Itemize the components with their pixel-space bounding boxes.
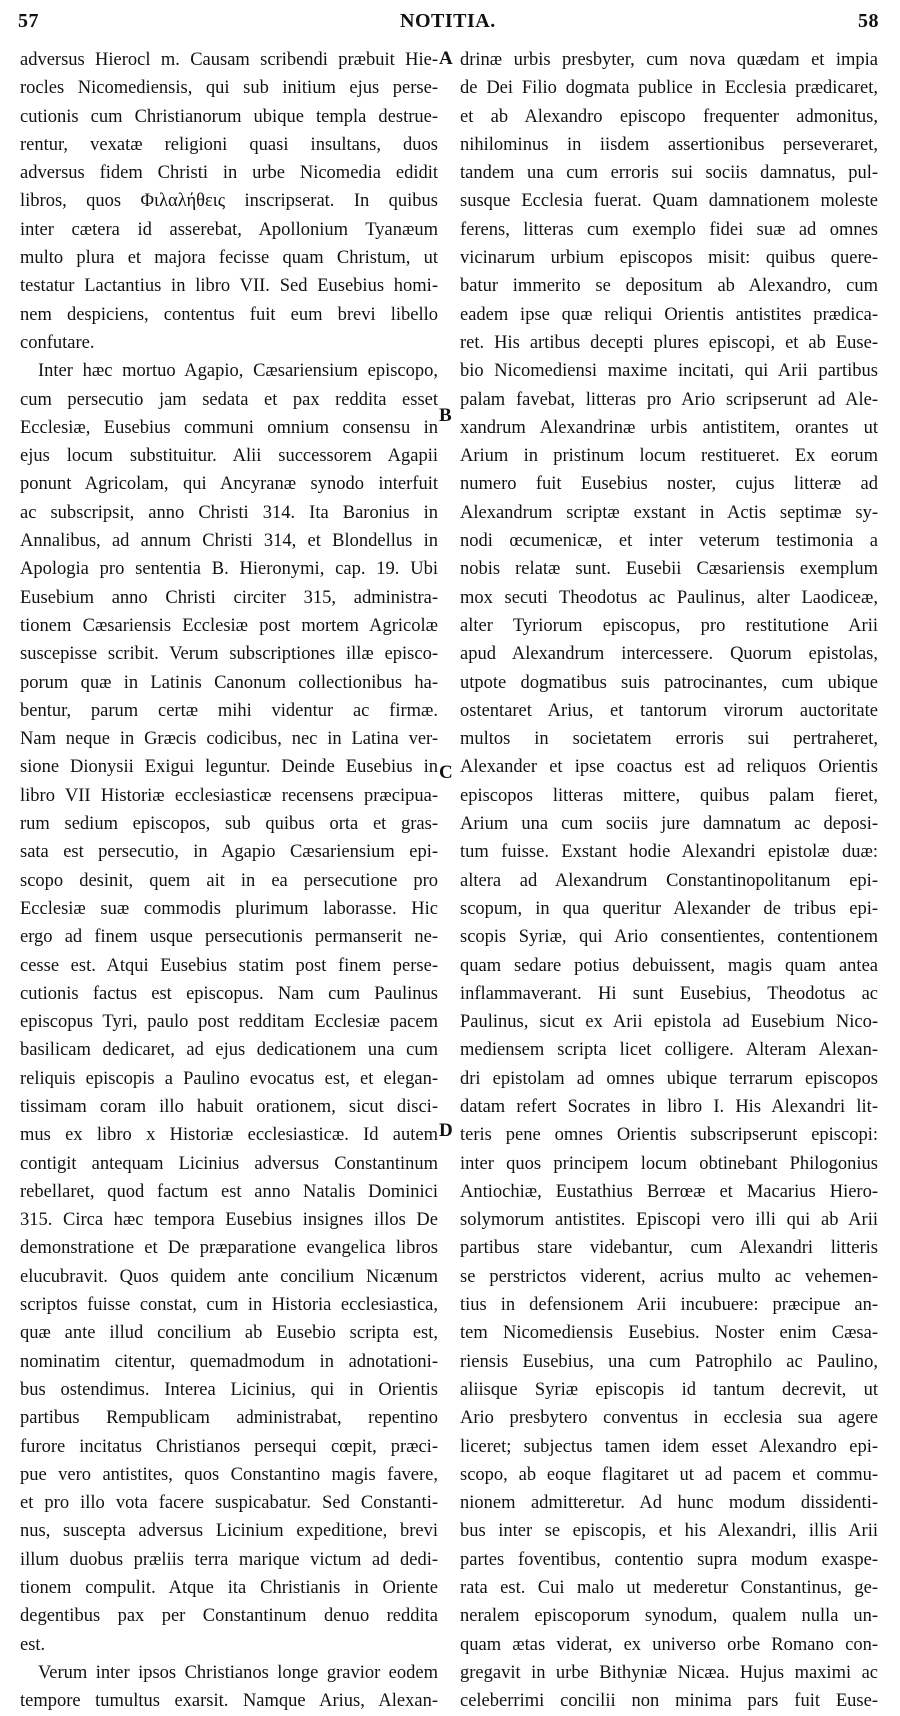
text-line: rata est. Cui malo ut mederetur Constantinus, ge- (460, 1578, 878, 1599)
text-line: episcopus Tyri, paulo post redditam Ecclesiæ pacem (20, 1012, 438, 1033)
text-line: episcopos litteras mittere, quibus palam fieret, (460, 785, 878, 806)
text-line: nus, suscepta adversus Licinium expeditione, brevi (20, 1521, 438, 1542)
text-line: xandrum Alexandrinæ urbis antistitem, orantes ut (460, 417, 878, 438)
text-line: quæ ante illud concilium ab Eusebio scripta est, (20, 1323, 438, 1344)
text-line: adversus fidem Christi in urbe Nicomedia edidit (20, 163, 438, 184)
text-line: eadem ipse quæ reliqui Orientis antistites prædica- (460, 304, 878, 325)
text-line: Arium in pristinum locum restitueret. Ex eorum (460, 446, 878, 467)
left-text-column (20, 46, 438, 1716)
text-line: teris pene omnes Orientis subscripserunt episcopi: (460, 1125, 878, 1146)
text-line: mus ex libro x Historiæ ecclesiasticæ. Id autem (20, 1125, 438, 1146)
text-line: cutionis factus est episcopus. Nam cum Paulinus (20, 983, 438, 1004)
text-line: tissimam coram illo habuit orationem, sicut disci- (20, 1096, 438, 1117)
text-line: Alexander et ipse coactus est ad reliquos Orientis (460, 757, 878, 778)
text-line: Ecclesiæ, Eusebius communi omnium consensu in (20, 417, 438, 438)
text-line: liceret; subjectus tamen idem esset Alexandro epi- (460, 1436, 878, 1457)
text-line: rocles Nicomediensis, qui sub initium ejus perse- (20, 78, 438, 99)
text-line: bus inter se episcopis, et his Alexandri, illis Arii (460, 1521, 878, 1542)
text-line: ret. His artibus decepti plures episcopi, et ab Euse- (460, 332, 878, 353)
page-number-left: 57 (18, 10, 39, 32)
margin-letter-c: C (439, 762, 453, 783)
text-line: nobis relatæ sunt. Eusebii Cæsariensis exemplum (460, 559, 878, 580)
text-line: inter cætera id asserebat, Apollonium Tyanæum (20, 219, 438, 240)
text-line: nihilominus in iisdem assertionibus perseveraret, (460, 134, 878, 155)
text-line: libro VII Historiæ ecclesiasticæ recensens præcipua- (20, 785, 438, 806)
text-line: tandem una cum erroris sui sociis damnatus, pul- (460, 163, 878, 184)
margin-letter-d: D (439, 1120, 453, 1141)
text-line: Paulinus, sicut ex Arii epistola ad Eusebium Nico- (460, 1012, 878, 1033)
text-line: et ab Alexandro episcopo frequenter admonitus, (460, 106, 878, 127)
text-line: demonstratione et De præparatione evangelica libros (20, 1238, 438, 1259)
text-line: scopo desinit, quem ait in ea persecutione pro (20, 870, 438, 891)
text-line: tionem compulit. Atque ita Christianis in Oriente (20, 1578, 438, 1599)
text-line: furore incitatus Christianos persequi cœpit, præci- (20, 1436, 438, 1457)
text-line: partes foventibus, contentio supra modum exaspe- (460, 1549, 878, 1570)
text-line: rum sedium episcopos, sub quibus orta et gras- (20, 814, 438, 835)
text-line: Alexandrum scriptæ exstant in Actis septimæ sy- (460, 502, 878, 523)
text-line: drinæ urbis presbyter, cum nova quædam et impia (460, 50, 878, 70)
text-line: adversus Hierocl m. Causam scribendi præbuit Hie- (20, 50, 438, 70)
page-number-right: 58 (858, 10, 879, 32)
text-line: cum persecutio jam sedata et pax reddita esset (20, 389, 438, 410)
text-line: pue vero antistites, quos Constantino magis favere, (20, 1464, 438, 1485)
text-line: libros, quos Φιλαλήθεις inscripserat. In quibus (20, 191, 438, 212)
text-line: neralem episcoporum synodum, qualem nulla un- (460, 1606, 878, 1627)
text-line: est. (20, 1634, 46, 1655)
text-line: scriptos fuisse constat, cum in Historia ecclesiastica, (20, 1295, 438, 1316)
text-line: scopum, in qua queritur Alexander de tribus epi- (460, 898, 878, 919)
text-line: tem Nicomediensis Eusebius. Noster enim Cæsa- (460, 1323, 878, 1344)
text-line: contigit antequam Licinius adversus Constantinum (20, 1153, 438, 1174)
text-line: multos in societatem erroris sui pertraheret, (460, 729, 878, 750)
text-line: elucubravit. Quos quidem ante concilium Nicænum (20, 1266, 438, 1287)
text-line: tum fuisse. Exstant hodie Alexandri epistolæ duæ: (460, 842, 878, 863)
text-line: ostentaret Arius, et tantorum virorum auctoritate (460, 700, 878, 721)
text-line: mediensem scripta licet colligere. Alteram Alexan- (460, 1040, 878, 1061)
margin-letter-a: A (439, 48, 453, 69)
margin-letter-b: B (439, 405, 452, 426)
text-line: numero fuit Eusebius noster, cujus litteræ ad (460, 474, 878, 495)
text-line: Apologia pro sententia B. Hieronymi, cap. 19. Ubi (20, 559, 438, 580)
text-line: illum duobus præliis terra marique victum ad dedi- (20, 1549, 438, 1570)
text-line: inter quos principem locum obtinebant Philogonius (460, 1153, 878, 1174)
text-line: mox secuti Theodotus ac Paulinus, alter Laodiceæ, (460, 587, 878, 608)
text-line: ac subscripsit, anno Christi 314. Ita Baronius in (20, 502, 438, 523)
text-line: datam refert Socrates in libro I. His Alexandri lit- (460, 1096, 878, 1117)
text-line: susque Ecclesia fuerat. Quam damnationem moleste (460, 191, 878, 212)
text-line: suscepisse scribit. Verum subscriptiones illæ episco- (20, 644, 438, 665)
text-line: solymorum antistites. Episcopi vero illi qui ab Arii (460, 1210, 878, 1231)
text-line: ejus locum substituitur. Alii successorem Agapii (20, 446, 438, 467)
text-line: ergo ad finem usque persecutionis permanserit ne- (20, 927, 438, 948)
text-line: rentur, vexatæ religioni quasi insultans, duos (20, 134, 438, 155)
text-line: batur immerito se depositum ab Alexandro, cum (460, 276, 878, 297)
text-line: Inter hæc mortuo Agapio, Cæsariensium episcopo, (38, 361, 438, 382)
text-line: Ecclesiæ suæ commodis plurimum laborasse. Hic (20, 898, 438, 919)
text-line: bentur, parum certæ mihi videntur ac firmæ. (20, 700, 438, 721)
text-line: et pro illo vota facere suspicabatur. Sed Constanti- (20, 1493, 438, 1514)
text-line: quam sedare potius debuissent, magis quam antea (460, 955, 878, 976)
text-line: sata est persecutio, in Agapio Cæsariensium epi- (20, 842, 438, 863)
text-line: se perstrictos viderent, acrius multo ac vehemen- (460, 1266, 878, 1287)
text-line: cesse est. Atqui Eusebius statim post finem perse- (20, 955, 438, 976)
text-line: nominatim citentur, quemadmodum in adnotationi- (20, 1351, 438, 1372)
text-line: reliquis episcopis a Paulino evocatus est, et elegan- (20, 1068, 438, 1089)
text-line: scopo, ab eoque flagitaret ut ad pacem et commu- (460, 1464, 878, 1485)
text-line: tius in defensionem Arii incubuere: præcipue an- (460, 1295, 878, 1316)
text-line: utpote dogmatibus suis patrocinantes, cum ubique (460, 672, 878, 693)
text-line: apud Alexandrum intercessere. Quorum epistolas, (460, 644, 878, 665)
text-line: sione Dionysii Exigui leguntur. Deinde Eusebius in (20, 757, 438, 778)
text-line: 315. Circa hæc tempora Eusebius insignes illos De (20, 1210, 438, 1231)
text-line: ferens, litteras cum exemplo fidei suæ ad omnes (460, 219, 878, 240)
text-line: partibus stare videbantur, cum Alexandri litteris (460, 1238, 878, 1259)
text-line: porum quæ in Latinis Canonum collectionibus ha- (20, 672, 438, 693)
text-line: scopis Syriæ, qui Ario consentientes, contentionem (460, 927, 878, 948)
text-line: Arium una cum sociis jure damnatum ac deposi- (460, 814, 878, 835)
text-line: basilicam dedicaret, ad ejus dedicationem una cum (20, 1040, 438, 1061)
text-line: multo plura et majora fecisse quam Christum, ut (20, 248, 438, 269)
text-line: quam ætas viderat, ex universo orbe Romano con- (460, 1634, 878, 1655)
text-line: Antiochiæ, Eustathius Berrœæ et Macarius Hiero- (460, 1181, 878, 1202)
text-line: Annalibus, ad annum Christi 314, et Blondellus in (20, 531, 438, 552)
text-line: nodi œcumenicæ, et inter veterum testimonia a (460, 531, 878, 552)
text-line: riensis Eusebius, una cum Patrophilo ac Paulino, (460, 1351, 878, 1372)
text-line: de Dei Filio dogmata publice in Ecclesia prædicaret, (460, 78, 878, 99)
text-line: partibus Rempublicam administrabat, repentino (20, 1408, 438, 1429)
text-line: Nam neque in Græcis codicibus, nec in Latina ver- (20, 729, 438, 750)
running-title: NOTITIA. (400, 10, 496, 32)
text-line: ponunt Agricolam, qui Ancyranæ synodo interfuit (20, 474, 438, 495)
text-line: cutionis cum Christianorum ubique templa destrue- (20, 106, 438, 127)
text-line: degentibus pax per Constantinum denuo reddita (20, 1606, 438, 1627)
text-line: rebellaret, quod factum est anno Natalis Dominici (20, 1181, 438, 1202)
text-line: altera ad Alexandrum Constantinopolitanum epi- (460, 870, 878, 891)
text-line: celeberrimi concilii non minima pars fuit Euse- (460, 1691, 878, 1712)
text-line: dri epistolam ad omnes ubique terrarum episcopos (460, 1068, 878, 1089)
text-line: bus ostendimus. Interea Licinius, qui in Orientis (20, 1379, 438, 1400)
text-line: palam favebat, litteras pro Ario scripserunt ad Ale- (460, 389, 878, 410)
text-line: inflammaverant. Hi sunt Eusebius, Theodotus ac (460, 983, 878, 1004)
text-line: alter Tyriorum episcopus, pro restitutione Arii (460, 615, 878, 636)
text-line: aliisque Syriæ episcopis id tantum decrevit, ut (460, 1379, 878, 1400)
right-text-column (460, 46, 878, 1716)
text-line: Ario presbytero conventus in ecclesia sua agere (460, 1408, 878, 1429)
text-line: tempore tumultus exarsit. Namque Arius, Alexan- (20, 1691, 438, 1712)
text-line: nionem admitteretur. Ad hunc modum dissidenti- (460, 1493, 878, 1514)
text-line: Eusebium anno Christi circiter 315, administra- (20, 587, 438, 608)
text-line: bio Nicomediensi maxime incitati, qui Arii partibus (460, 361, 878, 382)
text-line: testatur Lactantius in libro VII. Sed Eusebius homi- (20, 276, 438, 297)
text-line: Verum inter ipsos Christianos longe gravior eodem (38, 1662, 438, 1683)
text-line: vicinarum urbium episcopos misit: quibus quere- (460, 248, 878, 269)
text-line: gregavit in urbe Bithyniæ Nicæa. Hujus maximi ac (460, 1662, 878, 1683)
text-line: confutare. (20, 332, 95, 353)
text-line: tionem Cæsariensis Ecclesiæ post mortem Agricolæ (20, 615, 438, 636)
text-line: nem despiciens, contentus fuit eum brevi libello (20, 304, 438, 325)
